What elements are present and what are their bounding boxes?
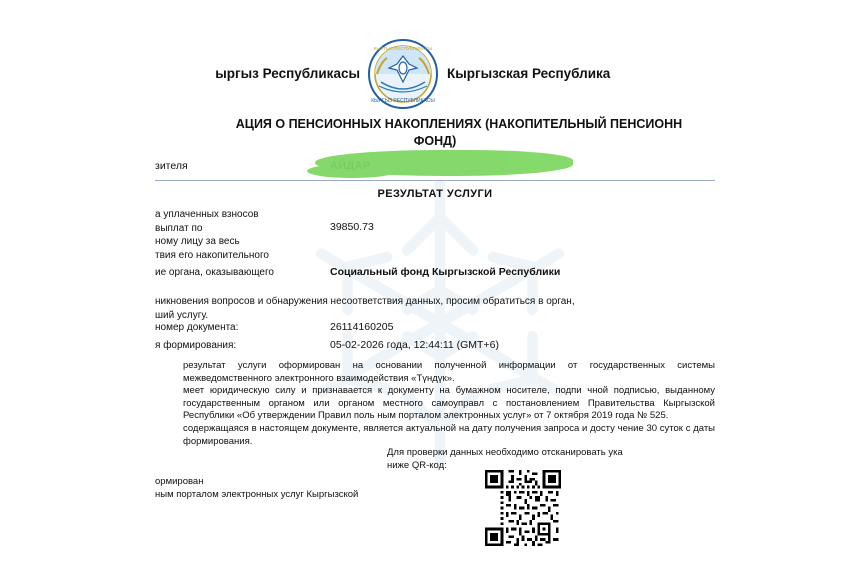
field-value-contributions-amount: 39850.73 xyxy=(330,221,374,233)
applicant-label: зителя xyxy=(155,160,188,172)
field-value-service-provider: Социальный фонд Кыргызской Республики xyxy=(330,266,561,278)
document-header xyxy=(155,38,715,108)
title-kyrgyz: ыргыз Республикасы xyxy=(215,66,360,81)
legal-paragraph-2: меет юридическую силу и признавается к документу на бумажном носителе, подпи чной подписью, выданному государственным органом или органом местного самоуправл с постановлением Правительства Кыргызской Республики «Об утверждении Правил поль ным порталом электронных услуг» от 7 октября 2019 года № 525. xyxy=(183,385,715,422)
document-scan xyxy=(155,8,715,562)
field-value-document-number: 26114160205 xyxy=(330,321,394,333)
footer-origin-note: ормирован ным порталом электронных услуг Кыргызской xyxy=(155,476,359,500)
divider-rule xyxy=(155,180,715,181)
contact-note: никновения вопросов и обнаружения несоответствия данных, просим обратиться в орган, ший услугу. xyxy=(155,296,575,321)
field-label-contributions: а уплаченных взносов выплат по ному лицу за весь твия его накопительного xyxy=(155,209,269,261)
section-title-result: РЕЗУЛЬТАТ УСЛУГИ xyxy=(377,188,493,200)
field-label-creation-date: я формирования: xyxy=(155,340,237,351)
svg-text:КЫРГЫЗ РЕСПУБЛИКАСЫ: КЫРГЫЗ РЕСПУБЛИКАСЫ xyxy=(373,46,433,51)
field-label-document-number: номер документа: xyxy=(155,322,239,333)
title-russian: Кыргызская Республика xyxy=(447,66,611,81)
document-title-line1: АЦИЯ О ПЕНСИОННЫХ НАКОПЛЕНИЯХ (НАКОПИТЕЛЬНЫЙ ПЕНСИОНН xyxy=(235,117,683,131)
document-title xyxy=(155,116,715,150)
verification-qr-code xyxy=(485,470,561,546)
qr-instruction-note: Для проверки данных необходимо отсканировать ука ниже QR-код: xyxy=(387,447,623,471)
field-value-creation-date: 05-02-2026 года, 12:44:11 (GMT+6) xyxy=(330,339,499,351)
kyrgyz-republic-emblem-icon xyxy=(367,38,439,110)
redaction-highlight-overlay xyxy=(315,150,573,176)
svg-text:КЫРГЫЗ РЕСПУБЛИКАСЫ: КЫРГЫЗ РЕСПУБЛИКАСЫ xyxy=(371,98,435,104)
legal-paragraph-3: содержащаяся в настоящем документе, является актуальной на дату получения запроса и досту чение 30 суток с даты формирования. xyxy=(183,423,715,447)
field-label-service-provider: ие органа, оказывающего xyxy=(155,267,274,278)
document-title-line2: ФОНД) xyxy=(413,134,457,148)
legal-paragraph-1: результат услуги оформирован на основании полученной информации от государственных системы межведомственного электронного взаимодействия «Түндүк». xyxy=(183,360,715,384)
